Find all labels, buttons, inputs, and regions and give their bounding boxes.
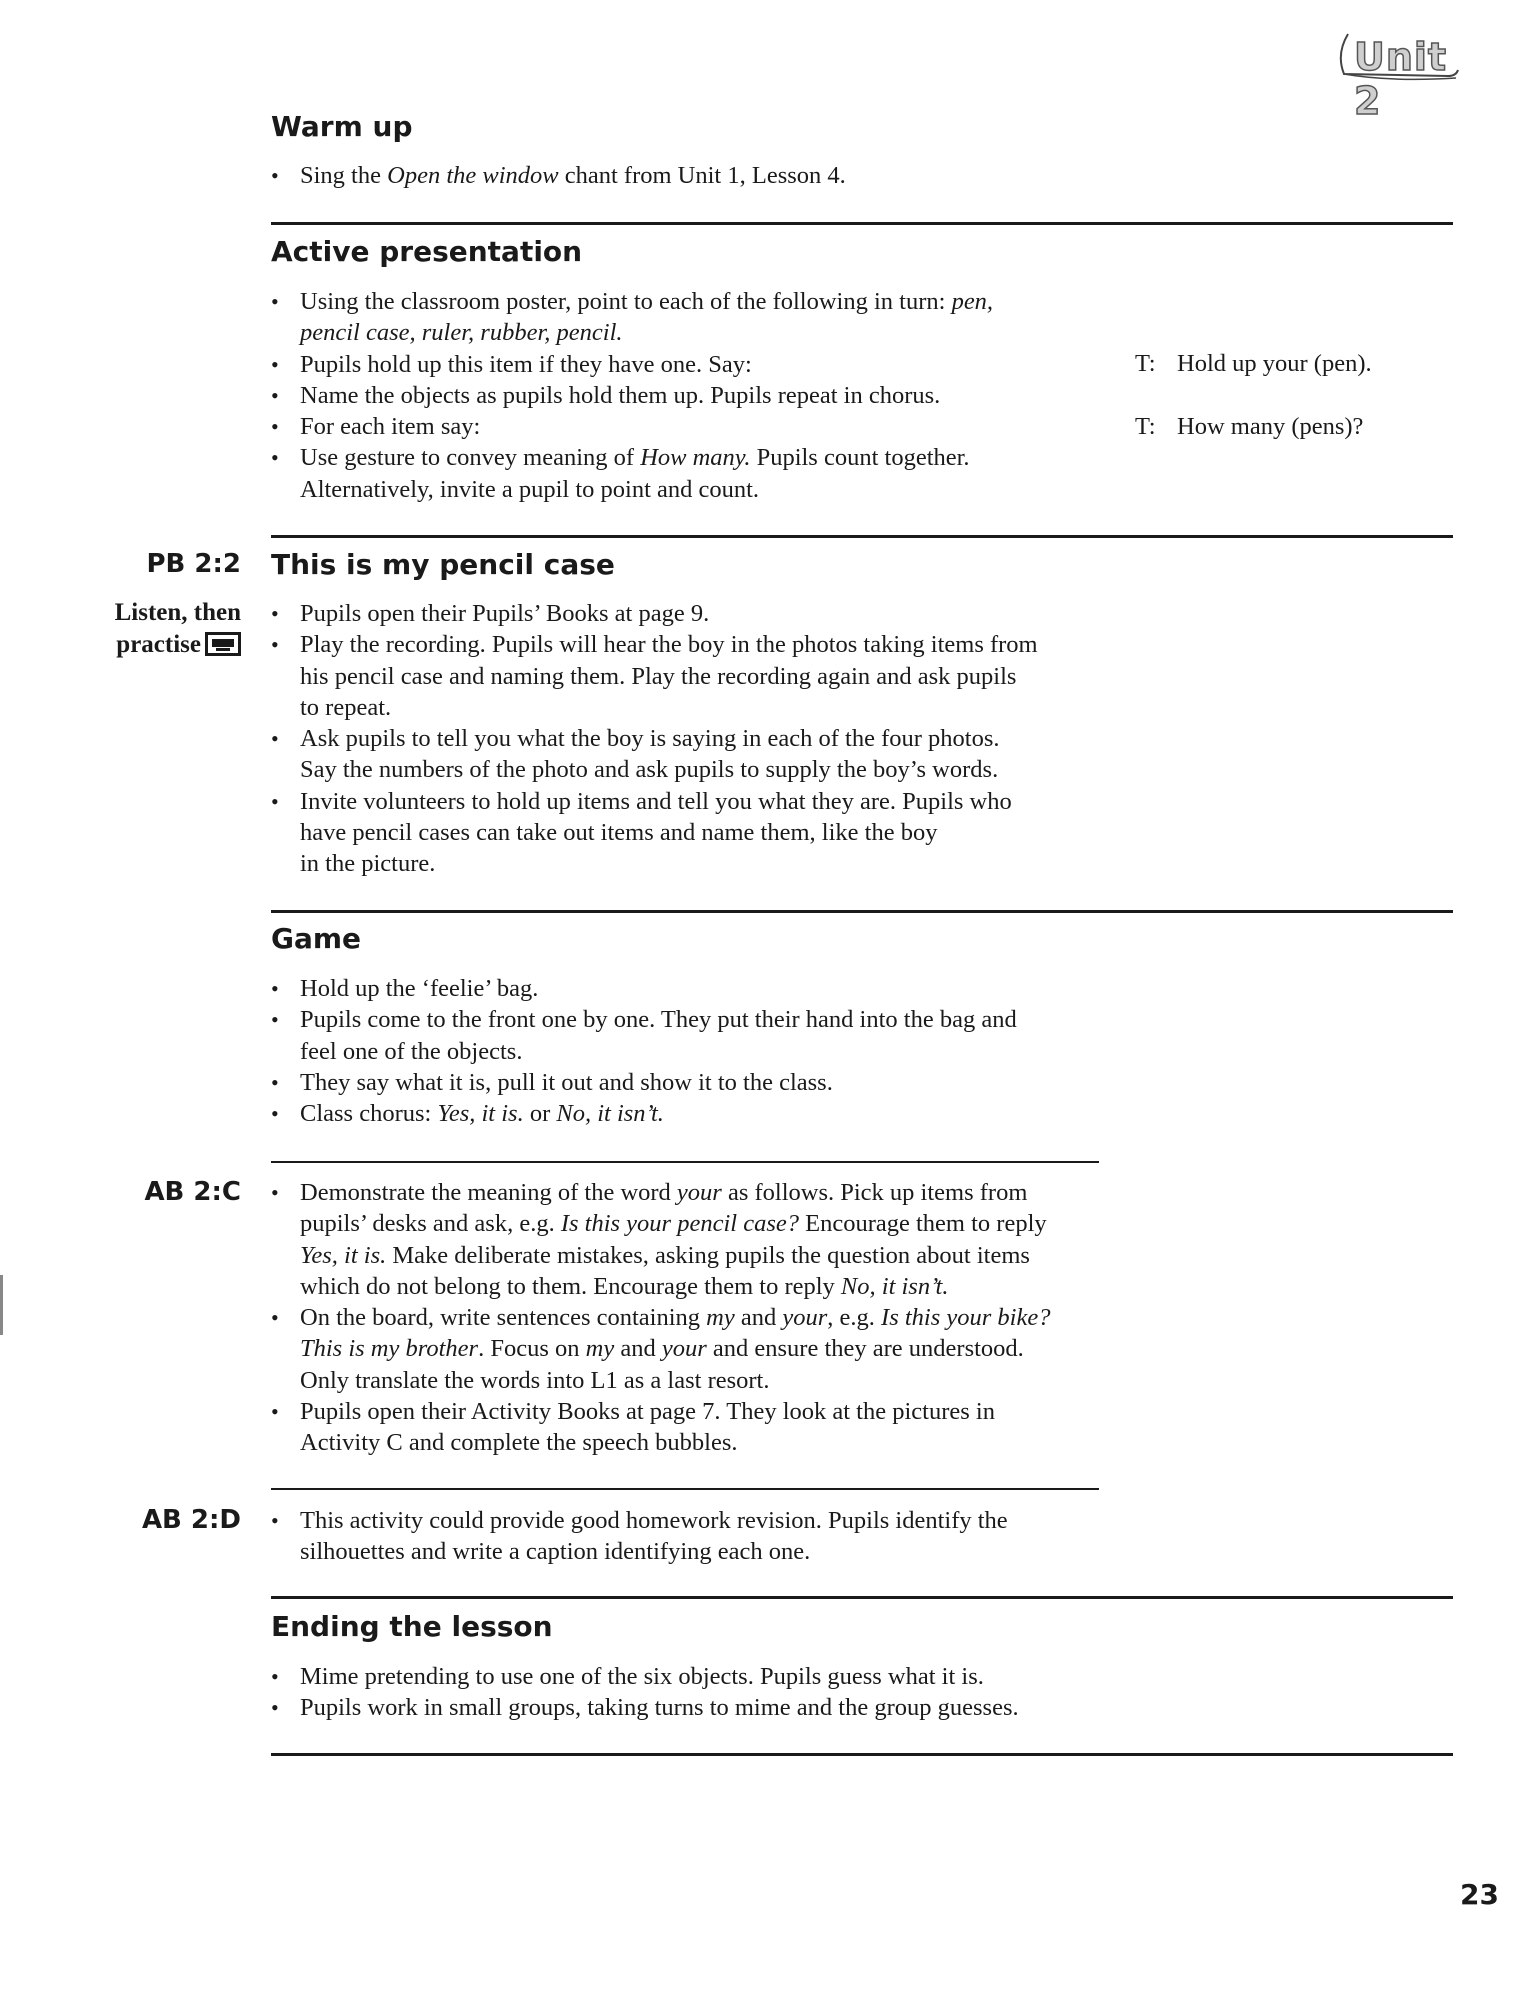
bullet-item — [271, 1396, 1151, 1459]
bullet-text: Pupils come to the front one by one. They put their hand into the bag and feel one of the objects. — [300, 1006, 1017, 1065]
practise-text: practise — [116, 631, 201, 658]
section-divider — [271, 222, 1453, 225]
bullet-text: Invite volunteers to hold up items and tell you what they are. Pupils who have pencil cases can take out items and name them, like the boy in the picture. — [300, 787, 1012, 878]
italic-text: Yes, it is. — [437, 1100, 524, 1128]
bullet-text: and — [734, 1304, 783, 1332]
ab-c-reference: AB 2:C — [144, 1177, 241, 1207]
section-divider — [271, 1161, 1099, 1163]
bullet-text: Pupils open their Activity Books at page 7. They look at the pictures in Activity C and complete the speech bubbles. — [300, 1398, 995, 1457]
bullet-text: and — [614, 1335, 662, 1363]
bullet-text: chant from Unit 1, Lesson 4. — [558, 162, 846, 189]
teacher-speaker: T: — [1135, 350, 1156, 377]
ending-list — [271, 1661, 1151, 1724]
section-divider — [271, 1596, 1453, 1599]
bullet-item — [271, 1177, 1151, 1302]
bullet-item — [271, 973, 1151, 1004]
bullet-text: On the board, write sentences containing — [300, 1304, 707, 1332]
bullet-item — [271, 380, 1131, 411]
section-divider — [271, 1488, 1099, 1490]
bullet-text: . Focus on — [478, 1335, 586, 1363]
bullet-text: as follows. Pick up items from pupils’ desks and ask, e.g. — [300, 1179, 1028, 1238]
bullet-text: and ensure they are understood. Only translate the words into L1 as a last resort. — [300, 1335, 1024, 1394]
bullet-item — [271, 1004, 1151, 1067]
bullet-item — [271, 1302, 1151, 1396]
bullet-text: or — [523, 1100, 557, 1128]
practise-label — [116, 629, 241, 661]
teacher-speaker: T: — [1135, 413, 1156, 440]
bullet-item — [271, 1098, 1151, 1129]
pencil-case-heading: This is my pencil case — [271, 548, 615, 581]
ending-heading: Ending the lesson — [271, 1610, 553, 1643]
pb-reference: PB 2:2 — [146, 549, 241, 579]
italic-text: my — [585, 1335, 615, 1363]
bullet-text: Pupils count together. Alternatively, invite a pupil to point and count. — [300, 444, 970, 503]
cassette-tape-icon — [205, 632, 241, 656]
bullet-item — [271, 349, 1131, 380]
italic-text: your — [661, 1335, 707, 1363]
active-presentation-heading: Active presentation — [271, 235, 583, 268]
bullet-item — [271, 1692, 1151, 1723]
italic-text: your — [782, 1304, 828, 1332]
unit-badge-text: Unit 2 — [1354, 35, 1448, 123]
bullet-text: Class chorus: — [300, 1100, 438, 1128]
italic-text: Yes, it is. — [300, 1241, 387, 1269]
unit-badge — [1330, 30, 1462, 123]
bullet-text: Demonstrate the meaning of the word — [300, 1179, 677, 1206]
bullet-text: This activity could provide good homework revision. Pupils identify the silhouettes and write a caption identifying each one. — [300, 1507, 1008, 1566]
active-presentation-list — [271, 286, 1131, 505]
section-divider — [271, 1753, 1453, 1756]
ab-d-list — [271, 1505, 1151, 1568]
bullet-text: Name the objects as pupils hold them up. Pupils repeat in chorus. — [300, 381, 941, 409]
bullet-text: Sing the — [300, 162, 388, 189]
bullet-item — [271, 1067, 1151, 1098]
bullet-text: Hold up the ‘feelie’ bag. — [300, 975, 539, 1002]
section-divider — [271, 535, 1453, 538]
italic-text: your — [676, 1179, 722, 1206]
teacher-line — [1135, 348, 1372, 379]
listen-label: Listen, then — [114, 599, 241, 626]
warm-up-list — [271, 160, 1151, 191]
italic-text: Is this your pencil case? — [560, 1210, 799, 1238]
italic-text: No, it isn’t. — [556, 1100, 664, 1128]
game-list — [271, 973, 1151, 1129]
italic-text: How many. — [640, 444, 751, 472]
scan-edge-mark — [0, 1275, 3, 1335]
italic-text: Open the window — [387, 162, 559, 189]
bullet-item — [271, 723, 1151, 786]
bullet-item — [271, 598, 1151, 629]
teacher-line — [1135, 411, 1363, 442]
bullet-item — [271, 786, 1151, 880]
italic-text: my — [706, 1304, 735, 1332]
pencil-case-list — [271, 598, 1151, 880]
bullet-text: Pupils hold up this item if they have one. Say: — [300, 350, 752, 378]
bullet-text: Pupils work in small groups, taking turns to mime and the group guesses. — [300, 1694, 1019, 1722]
italic-text: No, it isn’t. — [840, 1272, 949, 1300]
italic-text: pencil case, ruler, rubber, pencil. — [300, 319, 623, 347]
warm-up-heading: Warm up — [271, 110, 413, 143]
ab-d-reference: AB 2:D — [141, 1505, 241, 1535]
bullet-text: Play the recording. Pupils will hear the boy in the photos taking items from his pencil case and naming them. Play the recording again and ask pupils to repeat. — [300, 631, 1038, 721]
page-number: 23 — [1460, 1878, 1499, 1911]
bullet-item — [271, 629, 1151, 723]
italic-text: Is this your bike? — [881, 1304, 1051, 1332]
bullet-text: Use gesture to convey meaning of — [300, 444, 641, 472]
bullet-item — [271, 442, 1131, 505]
bullet-text: They say what it is, pull it out and show it to the class. — [300, 1068, 833, 1096]
bullet-item — [271, 286, 1131, 349]
bullet-text: Encourage them to reply — [805, 1210, 1047, 1238]
game-heading: Game — [271, 922, 362, 955]
bullet-item — [271, 411, 1131, 442]
bullet-text: For each item say: — [300, 413, 481, 441]
teacher-text: Hold up your (pen). — [1177, 350, 1372, 377]
bullet-text: Ask pupils to tell you what the boy is saying in each of the four photos. Say the numbers of the photo and ask pupils to supply the boy’s words. — [300, 725, 1000, 784]
ab-c-list — [271, 1177, 1151, 1459]
teacher-text: How many (pens)? — [1177, 413, 1364, 440]
italic-text: pen, — [951, 288, 994, 315]
bullet-text: Using the classroom poster, point to each of the following in turn: — [300, 288, 952, 315]
bullet-text: Mime pretending to use one of the six objects. Pupils guess what it is. — [300, 1663, 984, 1690]
bullet-item — [271, 160, 1151, 191]
bullet-item — [271, 1661, 1151, 1692]
bullet-item — [271, 1505, 1151, 1568]
bullet-text: , e.g. — [827, 1304, 882, 1332]
italic-text: This is my brother — [300, 1335, 479, 1363]
bullet-text: Make deliberate mistakes, asking pupils the question about items which do not belong to them. Encourage them to reply — [300, 1241, 1030, 1300]
section-divider — [271, 910, 1453, 913]
bullet-text: Pupils open their Pupils’ Books at page 9. — [300, 600, 710, 627]
